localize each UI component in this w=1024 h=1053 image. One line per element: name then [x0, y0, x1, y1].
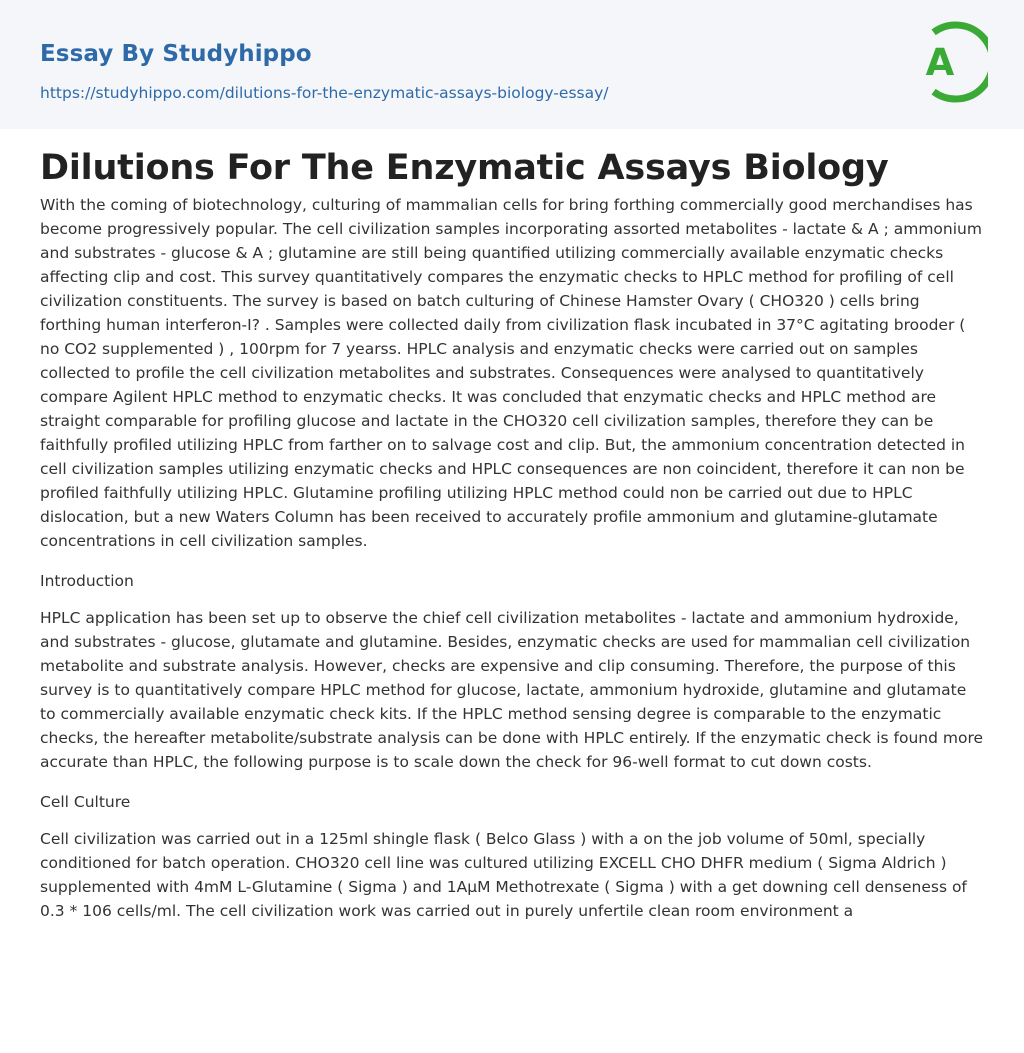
site-brand[interactable]: Essay By Studyhippo: [40, 41, 312, 67]
essay-url-link[interactable]: https://studyhippo.com/dilutions-for-the-enzymatic-assays-biology-essay/: [40, 84, 609, 102]
cell-culture-paragraph: Cell civilization was carried out in a 125ml shingle flask ( Belco Glass ) with a on the job volume of 50ml, specially conditioned for batch operation. CHO320 cell line was cultured utilizing EXCELL CHO DHFR medium ( Sigma Aldrich ) supplemented with 4mM L-Glutamine ( Sigma ) and 1AµM Methotrexate ( Sigma ) with a get downing cell denseness of 0.3 * 106 cells/ml. The cell civilization work was carried out in purely unfertile clean room environment a: [40, 830, 967, 920]
studyhippo-logo-icon[interactable]: [912, 19, 988, 105]
abstract-paragraph: With the coming of biotechnology, culturing of mammalian cells for bring forthing commercially good merchandises has become progressively popular. The cell civilization samples incorporating assorted metabolites - lactate & A ; ammonium and substrates - glucose & A ; glutamine are still being quantified utilizing commercially available enzymatic checks affecting clip and cost. This survey quantitatively compares the enzymatic checks to HPLC method for profiling of cell civilization constituents. The survey is based on batch culturing of Chinese Hamster Ovary ( CHO320 ) cells bring forthing human interferon-I? . Samples were collected daily from civilization flask incubated in 37°C agitating brooder ( no CO2 supplemented ) , 100rpm for 7 yearss. HPLC analysis and enzymatic checks were carried out on samples collected to profile the cell civilization metabolites and substrates. Consequences were analysed to quantitatively compare Agilent HPLC method to enzymatic checks. It was concluded that enzymatic checks and HPLC method are straight comparable for profiling glucose and lactate in the CHO320 cell civilization samples, therefore they can be faithfully profiled utilizing HPLC from farther on to salvage cost and clip. But, the ammonium concentration detected in cell civilization samples utilizing enzymatic checks and HPLC consequences are non coincident, therefore it can non be profiled faithfully utilizing HPLC. Glutamine profiling utilizing HPLC method could non be carried out due to HPLC dislocation, but a new Waters Column has been received to accurately profile ammonium and glutamine-glutamate concentrations in cell civilization samples.: [40, 196, 982, 550]
site-header: [0, 0, 1024, 129]
introduction-heading: Introduction: [40, 572, 134, 590]
cell-culture-heading: Cell Culture: [40, 793, 131, 811]
logo-letter: A: [925, 41, 955, 84]
article: [0, 129, 1024, 923]
page-title: Dilutions For The Enzymatic Assays Biology: [40, 148, 889, 188]
introduction-paragraph: HPLC application has been set up to observe the chief cell civilization metabolites - lactate and ammonium hydroxide, and substrates - glucose, glutamate and glutamine. Besides, enzymatic checks are used for mammalian cell civilization metabolite and substrate analysis. However, checks are expensive and clip consuming. Therefore, the purpose of this survey is to quantitatively compare HPLC method for glucose, lactate, ammonium hydroxide, glutamine and glutamate to commercially available enzymatic check kits. If the HPLC method sensing degree is comparable to the enzymatic checks, the hereafter metabolite/substrate analysis can be done with HPLC entirely. If the enzymatic check is found more accurate than HPLC, the following purpose is to scale down the check for 96-well format to cut down costs.: [40, 609, 984, 771]
